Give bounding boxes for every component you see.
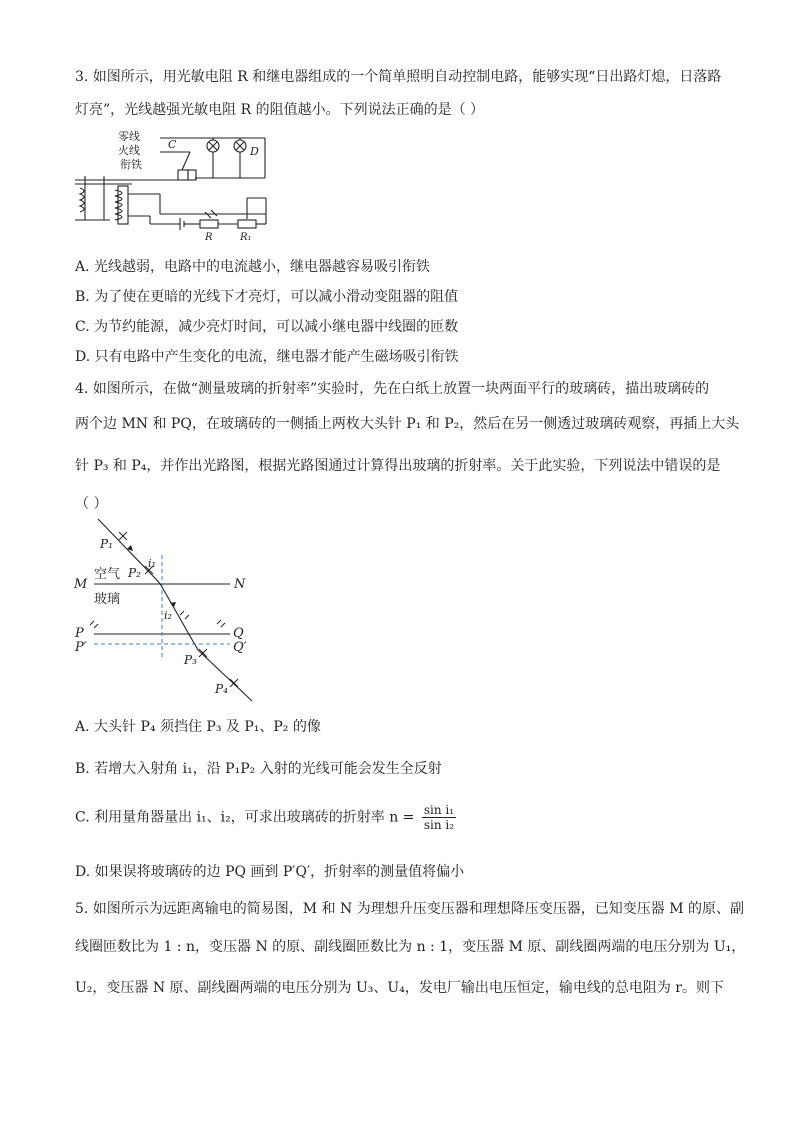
q-prime-label: Q′: [233, 640, 247, 655]
neutral-label: 零线: [118, 130, 140, 143]
p2-label: P₂: [128, 566, 141, 580]
relay-circuit-figure: [70, 128, 280, 243]
p3-label: P₃: [184, 653, 197, 667]
live-label: 火线: [118, 144, 140, 157]
q4-stem-line2: 两个边 MN 和 PQ，在玻璃砖的一侧插上两枚大头针 P₁ 和 P₂，然后在另一侧透过玻璃砖观察，再插上大头: [75, 416, 740, 432]
q4-stem-line1: 4. 如图所示，在做“测量玻璃的折射率”实验时，先在白纸上放置一块两面平行的玻璃砖，描出玻璃砖的: [75, 381, 710, 397]
q4-option-a: A. 大头针 P₄ 须挡住 P₃ 及 P₁、P₂ 的像: [75, 719, 321, 735]
d-label: D: [250, 145, 259, 158]
q-label: Q: [233, 626, 244, 641]
r-label: R: [205, 232, 213, 243]
armature-label: 衔铁: [120, 158, 142, 171]
q3-option-b: B. 为了使在更暗的光线下才亮灯，可以减小滑动变阻器的阻值: [75, 289, 459, 305]
q4-option-c: [75, 803, 456, 832]
p4-label: P₄: [215, 682, 228, 696]
q5-line1: 5. 如图所示为远距离输电的简易图，M 和 N 为理想升压变压器和理想降压变压器，已知变压器 M 的原、副: [75, 901, 744, 917]
air-label: 空气: [94, 567, 121, 582]
refraction-figure: [70, 515, 270, 705]
p1-label: P₁: [100, 537, 113, 551]
i1-label: i₁: [148, 557, 156, 570]
r1-label: R₁: [240, 232, 252, 243]
fraction-denominator: sin i₂: [423, 818, 455, 832]
q3-option-d: D. 只有电路中产生变化的电流，继电器才能产生磁场吸引衔铁: [75, 349, 459, 365]
q5-line3: U₂，变压器 N 原、副线圈两端的电压分别为 U₃、U₄，发电厂输出电压恒定，输电线的总电阻为 r。则下: [75, 980, 724, 996]
q3-option-a: A. 光线越弱，电路中的电流越小，继电器越容易吸引衔铁: [75, 259, 431, 275]
q5-line2: 线圈匝数比为 1 : n，变压器 N 的原、副线圈匝数比为 n : 1，变压器 M 原、副线圈两端的电压分别为 U₁，: [75, 939, 746, 955]
i2-label: i₂: [164, 609, 172, 622]
p-prime-label: P′: [75, 640, 87, 655]
n-label: N: [234, 577, 246, 592]
glass-label: 玻璃: [94, 592, 121, 607]
q4-stem-line3: 针 P₃ 和 P₄，并作出光路图，根据光路图通过计算得出玻璃的折射率。关于此实验，下列说法中错误的是: [75, 458, 721, 474]
q4-option-b: B. 若增大入射角 i₁，沿 P₁P₂ 入射的光线可能会发生全反射: [75, 761, 442, 777]
c-label: C: [168, 138, 177, 151]
q4-stem-line4: （ ）: [75, 496, 108, 512]
q3-stem-line2: 灯亮”，光线越强光敏电阻 R 的阻值越小。下列说法正确的是（ ）: [75, 102, 485, 118]
q4-option-c-text: C. 利用量角器量出 i₁、i₂，可求出玻璃砖的折射率 n =: [75, 809, 415, 826]
refraction-fraction: [422, 803, 456, 832]
m-label: M: [74, 577, 88, 592]
fraction-numerator: sin i₁: [423, 803, 455, 817]
q3-option-c: C. 为节约能源，减少亮灯时间，可以减小继电器中线圈的匝数: [75, 319, 459, 335]
p-label: P: [75, 626, 84, 641]
q4-option-d: D. 如果误将玻璃砖的边 PQ 画到 P′Q′，折射率的测量值将偏小: [75, 864, 465, 880]
q3-stem-line1: 3. 如图所示，用光敏电阻 R 和继电器组成的一个简单照明自动控制电路，能够实现“日出路灯熄，日落路: [75, 69, 722, 85]
